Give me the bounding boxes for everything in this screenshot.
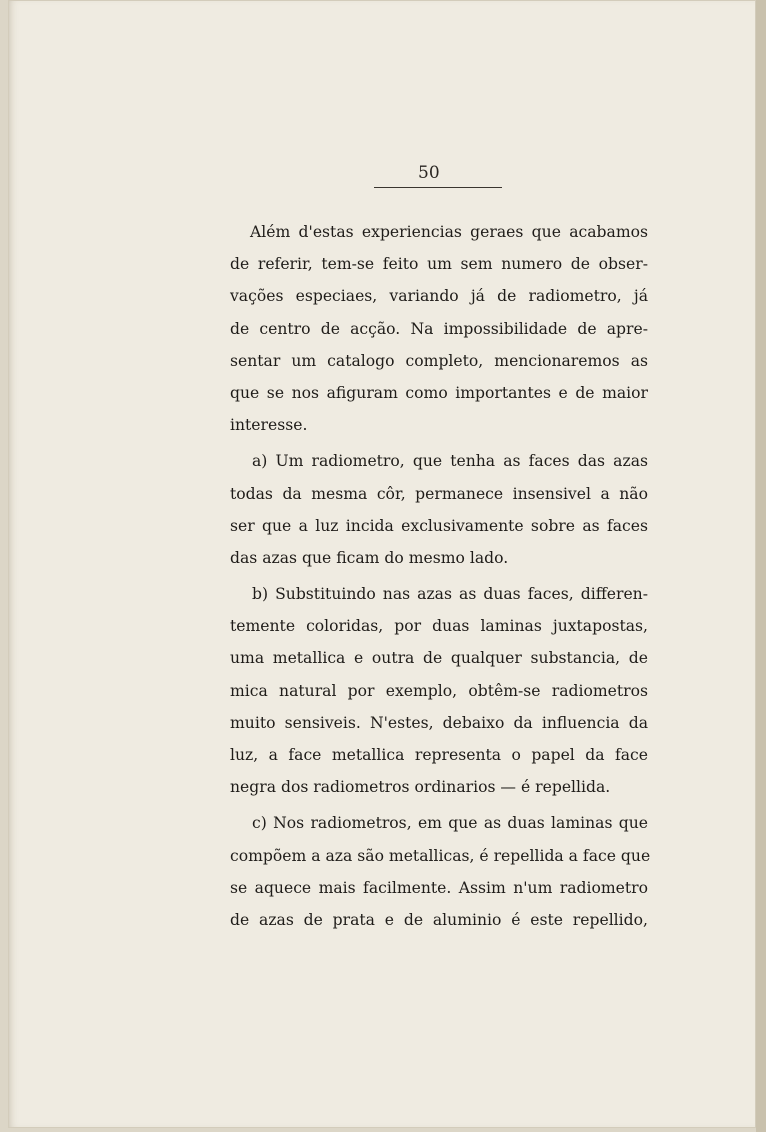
paragraph [230, 445, 648, 574]
text-line: que se nos afiguram como importantes e de maior [230, 383, 648, 402]
text-line: ser que a luz incida exclusivamente sobre as faces [230, 516, 648, 535]
header-rule [374, 187, 502, 188]
text-line: todas da mesma côr, permanece insensivel a não [230, 484, 648, 503]
text-line: Além d'estas experiencias geraes que acabamos [250, 223, 648, 241]
text-line: interesse. [230, 416, 308, 435]
body-text [230, 216, 651, 936]
book-page [8, 0, 756, 1128]
text-line: a) Um radiometro, que tenha as faces das azas [252, 452, 648, 471]
text-line: se aquece mais facilmente. Assim n'um radiometro [230, 878, 648, 897]
text-line: muito sensiveis. N'estes, debaixo da influencia da [230, 713, 648, 732]
text-line: mica natural por exemplo, obtêm-se radiometros [230, 681, 648, 700]
paragraph [230, 807, 651, 936]
paragraph [230, 216, 648, 441]
text-line: uma metallica e outra de qualquer substancia, de [230, 649, 648, 668]
paragraph [230, 578, 648, 803]
text-line: de centro de acção. Na impossibilidade de apre- [230, 319, 648, 338]
text-line: c) Nos radiometros, em que as duas laminas que [252, 814, 648, 833]
text-line: de referir, tem-se feito um sem numero de obser- [230, 255, 648, 274]
text-line: luz, a face metallica representa o papel da face [230, 746, 648, 764]
text-line: b) Substituindo nas azas as duas faces, differen- [252, 585, 648, 604]
text-line: negra dos radiometros ordinarios — é repellida. [230, 778, 611, 797]
text-line: de azas de prata e de aluminio é este repellido, [230, 910, 648, 929]
text-line: temente coloridas, por duas laminas juxtapostas, [230, 617, 648, 636]
text-line: sentar um catalogo completo, mencionaremos as [230, 351, 648, 370]
page-edge [756, 0, 766, 1132]
text-line: das azas que ficam do mesmo lado. [230, 548, 509, 567]
page-number: 50 [418, 163, 440, 183]
text-line: compõem a aza são metallicas, é repellida a face que [230, 846, 651, 865]
text-line: vações especiaes, variando já de radiometro, já [230, 287, 648, 306]
